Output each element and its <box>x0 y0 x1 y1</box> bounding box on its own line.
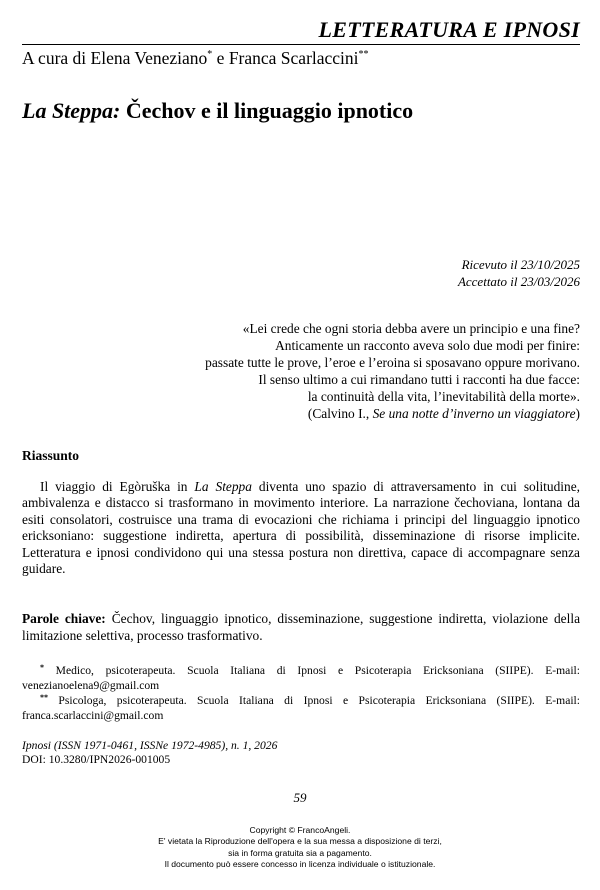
citation-block <box>22 739 277 767</box>
footnote-2-text: Psicologa, psicoterapeuta. Scuola Italiana di Ipnosi e Psicoterapia Ericksoniana (SIIPE). E-mail: franca.scarlaccini@gmail.com <box>22 694 580 722</box>
article-title-italic: La Steppa: <box>22 98 121 123</box>
epigraph-line: passate tutte le prove, l’eroe e l’eroina si sposavano oppure morivano. <box>205 355 580 370</box>
header-rule <box>22 44 580 45</box>
author-footnote-mark-1: * <box>207 49 213 60</box>
authors-middle: e Franca Scarlaccini <box>212 48 359 68</box>
journal-citation: Ipnosi (ISSN 1971-0461, ISSNe 1972-4985), n. 1, 2026 <box>22 739 278 752</box>
copyright-line: E' vietata la Riproduzione dell'opera e la sua messa a disposizione di terzi, <box>158 836 442 847</box>
doi: DOI: 10.3280/IPN2026-001005 <box>22 753 171 766</box>
dates-block <box>458 256 580 290</box>
abstract-italic-title: La Steppa <box>194 479 252 494</box>
abstract-paragraph <box>22 479 580 577</box>
epigraph-line: la continuità della vita, l’inevitabilità della morte». <box>307 389 580 404</box>
epigraph-source-title: Se una notte d’inverno un viaggiatore <box>372 406 576 421</box>
copyright-line: Copyright © FrancoAngeli. <box>249 825 351 835</box>
authors-line <box>22 47 369 69</box>
copyright-line: sia in forma gratuita sia a pagamento. <box>228 847 372 858</box>
footnote-2 <box>22 693 580 723</box>
abstract-heading: Riassunto <box>22 448 80 463</box>
accepted-date: Accettato il 23/03/2026 <box>457 274 580 289</box>
footnote-1-mark: * <box>40 663 44 672</box>
epigraph-source <box>10 405 580 422</box>
section-header: LETTERATURA E IPNOSI <box>318 17 580 42</box>
epigraph-line: Il senso ultimo a cui rimandano tutti i racconti ha due facce: <box>258 372 580 387</box>
authors-prefix: A cura di Elena Veneziano <box>22 48 208 68</box>
copyright-notice <box>0 825 600 870</box>
received-date: Ricevuto il 23/10/2025 <box>461 257 580 272</box>
footnotes <box>22 663 580 723</box>
copyright-line: Il documento può essere concesso in licenza individuale o istituzionale. <box>164 858 436 869</box>
epigraph <box>10 320 580 422</box>
article-title-rest: Čechov e il linguaggio ipnotico <box>120 98 414 123</box>
epigraph-line: Anticamente un racconto aveva solo due modi per finire: <box>275 338 580 353</box>
keywords-label: Parole chiave: <box>22 611 106 626</box>
footnote-1-text: Medico, psicoterapeuta. Scuola Italiana di Ipnosi e Psicoterapia Ericksoniana (SIIPE). E-mail: venezianoelena9@gmail.com <box>22 664 580 692</box>
epigraph-source-suffix: ) <box>575 406 580 421</box>
epigraph-source-prefix: (Calvino I., <box>307 406 373 421</box>
article-title <box>22 97 413 125</box>
abstract-text-1: Il viaggio di Egòruška in <box>40 479 195 494</box>
footnote-2-mark: ** <box>40 693 48 702</box>
keywords-paragraph <box>22 611 580 644</box>
footnote-1 <box>22 663 580 693</box>
keywords-text: Čechov, linguaggio ipnotico, disseminazione, suggestione indiretta, violazione della limitazione selettiva, processo trasformativo. <box>22 611 581 643</box>
author-footnote-mark-2: ** <box>358 49 369 60</box>
page-number: 59 <box>293 790 307 805</box>
epigraph-line: «Lei crede che ogni storia debba avere un principio e una fine? <box>242 321 580 336</box>
abstract-text-2: diventa uno spazio di attraversamento in cui solitudine, ambivalenza e distacco si trasformano in movimento interiore. La narrazione čechoviana, lontana da esiti consolatori, costruisce una trama di evocazioni che richiama i principi del linguaggio ipnotico ericksoniano: suggestione indiretta, apertura di possibilità, disseminazione di risorse implicite. Letteratura e ipnosi condividono qui una stessa postura non direttiva, capace di accompagnare senza guidare. <box>22 479 580 577</box>
